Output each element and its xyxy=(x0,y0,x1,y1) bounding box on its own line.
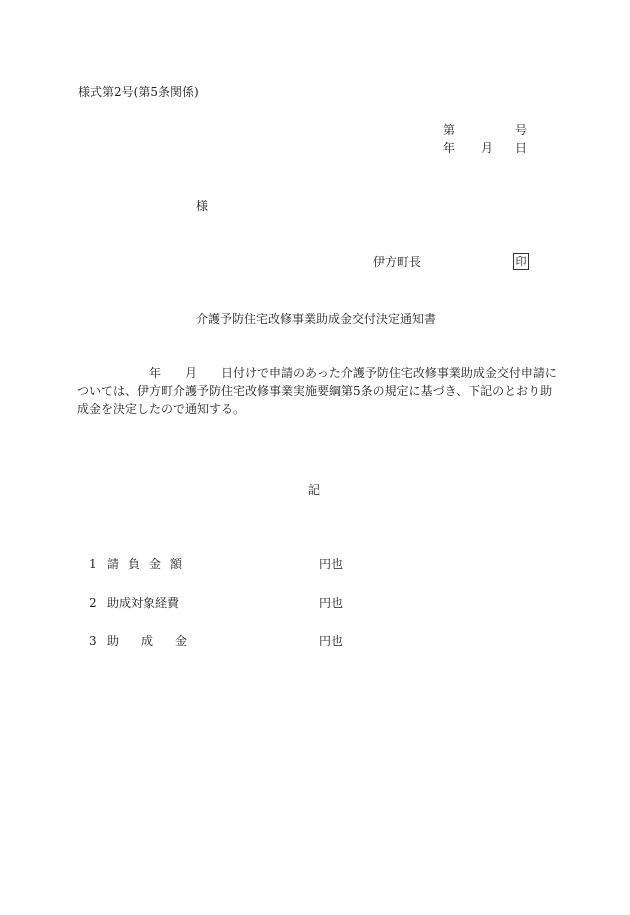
body-paragraph xyxy=(77,364,557,418)
seal-stamp-box: 印 xyxy=(513,253,529,270)
body-line-1-text: 日付けで申請のあった介護予防住宅改修事業助成金交付申請に xyxy=(221,366,557,380)
reference-number-prefix: 第 xyxy=(443,123,456,137)
date-day-label: 日 xyxy=(515,141,528,155)
item-unit: 円也 xyxy=(319,596,344,610)
item-number: 2 xyxy=(89,596,97,610)
body-line-2: ついては、伊方町介護予防住宅改修事業実施要綱第5条の規定に基づき、下記のとおり助 xyxy=(77,384,553,398)
ki-heading: 記 xyxy=(308,483,321,497)
body-year-label: 年 xyxy=(149,366,162,380)
list-item xyxy=(89,634,343,648)
date-month-label: 月 xyxy=(481,141,494,155)
date-year-label: 年 xyxy=(443,141,456,155)
issuer-name: 伊方町長 xyxy=(373,255,422,269)
list-item xyxy=(89,596,343,610)
item-number: 3 xyxy=(89,634,97,648)
item-label: 助成金 xyxy=(107,634,210,648)
item-label: 助成対象経費 xyxy=(107,596,180,610)
list-item xyxy=(89,557,343,571)
item-label: 請負金額 xyxy=(107,557,192,571)
form-number-label: 様式第2号(第5条関係) xyxy=(78,85,199,99)
document-title: 介護予防住宅改修事業助成金交付決定通知書 xyxy=(196,312,437,326)
body-month-label: 月 xyxy=(185,366,198,380)
body-line-1 xyxy=(77,364,557,382)
body-line-3: 成金を決定したので通知する。 xyxy=(77,402,246,416)
item-unit: 円也 xyxy=(319,557,344,571)
item-number: 1 xyxy=(89,557,97,571)
item-unit: 円也 xyxy=(319,634,344,648)
reference-number-suffix: 号 xyxy=(515,123,528,137)
addressee-honorific: 様 xyxy=(196,199,209,213)
